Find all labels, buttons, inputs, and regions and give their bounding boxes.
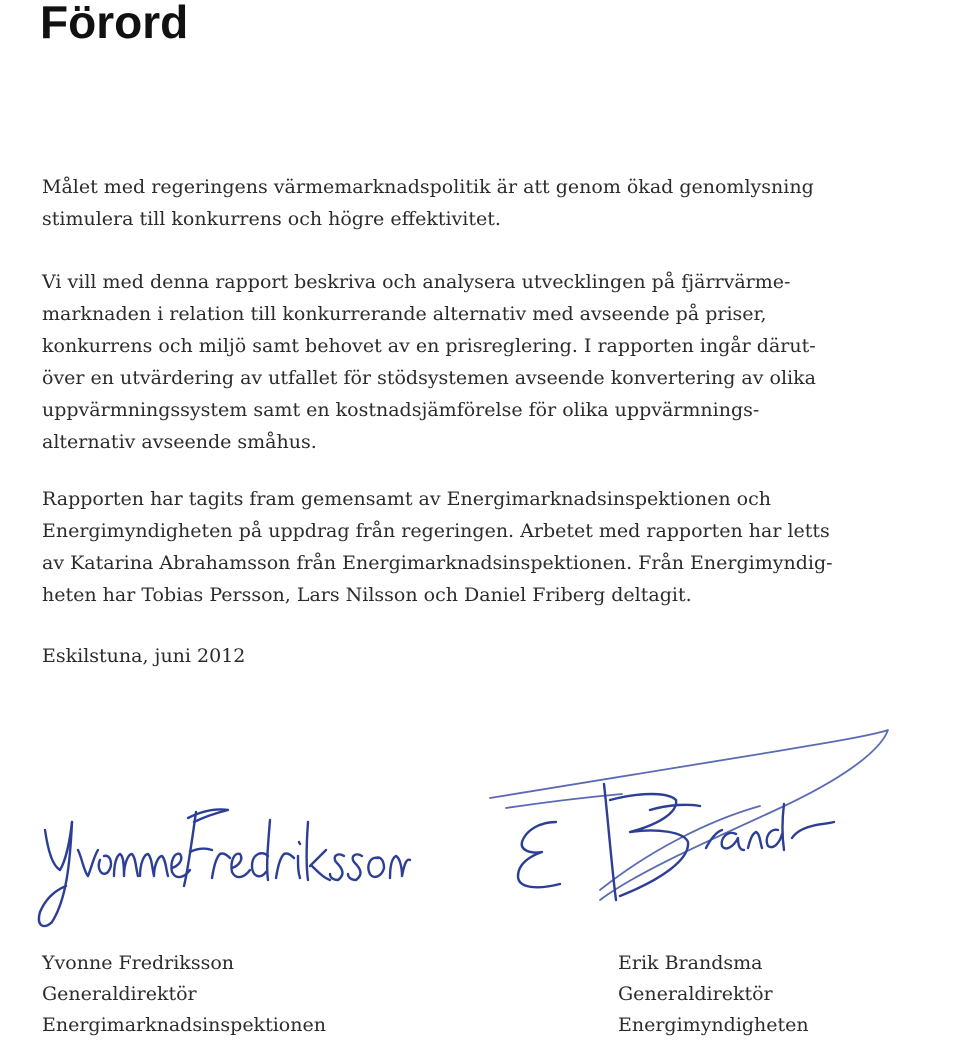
signatory-name: Yvonne Fredriksson	[42, 952, 234, 974]
signatory-organization: Energimarknadsinspektionen	[42, 1014, 326, 1036]
paragraph-line: Vi vill med denna rapport beskriva och analysera utvecklingen på fjärrvärme-	[42, 271, 791, 293]
signatory-name: Erik Brandsma	[618, 952, 763, 974]
signatures-image	[0, 700, 960, 950]
signatory-role: Generaldirektör	[618, 983, 773, 1005]
paragraph-line: stimulera till konkurrens och högre effektivitet.	[42, 208, 501, 230]
paragraph-line: uppvärmningssystem samt en kostnadsjämförelse för olika uppvärmnings-	[42, 399, 760, 421]
paragraph-line: av Katarina Abrahamsson från Energimarknadsinspektionen. Från Energimyndig-	[42, 552, 833, 574]
signatory-organization: Energimyndigheten	[618, 1014, 809, 1036]
paragraph-line: över en utvärdering av utfallet för stödsystemen avseende konvertering av olika	[42, 367, 816, 389]
signatory-block-left	[42, 948, 326, 1041]
paragraph-line: Målet med regeringens värmemarknadspolitik är att genom ökad genomlysning	[42, 176, 814, 198]
paragraph-line: marknaden i relation till konkurrerande alternativ med avseende på priser,	[42, 303, 767, 325]
place-date-text: Eskilstuna, juni 2012	[42, 645, 246, 667]
paragraph-line: Energimyndigheten på uppdrag från regeringen. Arbetet med rapporten har letts	[42, 520, 830, 542]
signature-yvonne-fredriksson	[39, 809, 410, 926]
paragraph-line: konkurrens och miljö samt behovet av en prisreglering. I rapporten ingår därut-	[42, 335, 816, 357]
signature-erik-brandsma	[490, 730, 888, 900]
signatory-block-right	[618, 948, 809, 1041]
paragraph-line: alternativ avseende småhus.	[42, 431, 317, 453]
paragraph-line: Rapporten har tagits fram gemensamt av Energimarknadsinspektionen och	[42, 488, 771, 510]
paragraph-line: heten har Tobias Persson, Lars Nilsson och Daniel Friberg deltagit.	[42, 584, 692, 606]
page-title: Förord	[40, 0, 189, 48]
signatory-role: Generaldirektör	[42, 983, 197, 1005]
